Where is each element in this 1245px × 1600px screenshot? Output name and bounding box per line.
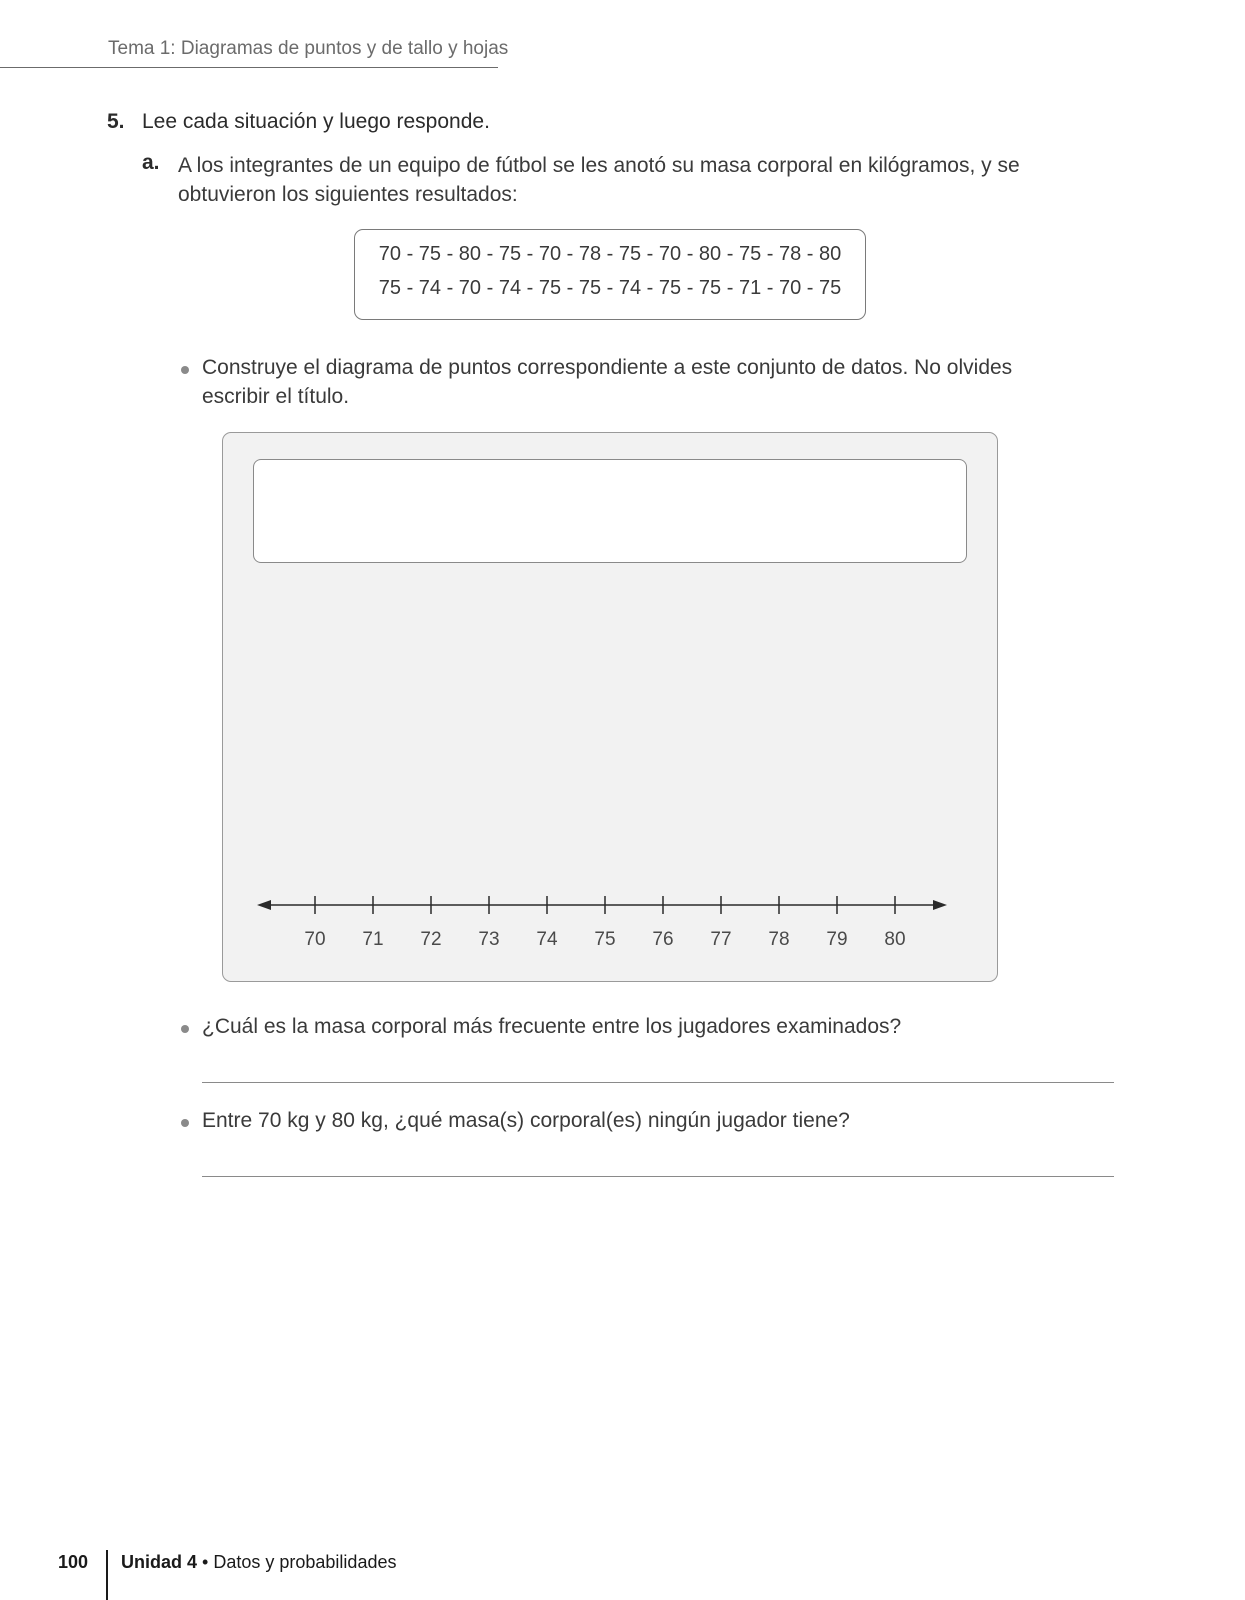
tick-label-79: 79: [826, 929, 848, 950]
tick-label-70: 70: [304, 929, 326, 950]
tick-label-73: 73: [478, 929, 500, 950]
page-number: 100: [58, 1552, 89, 1572]
tick-label-77: 77: [710, 929, 732, 950]
tick-label-76: 76: [652, 929, 674, 950]
axis-arrow-right-icon: [933, 900, 947, 910]
unit-separator: •: [202, 1552, 209, 1572]
tick-label-80: 80: [884, 929, 906, 950]
axis-arrow-left-icon: [257, 900, 271, 910]
bullet-instruction: [181, 366, 189, 374]
bullet-question-1: [181, 1025, 189, 1033]
question-prompt: Lee cada situación y luego responde.: [142, 110, 490, 133]
footer-unit: [121, 1552, 396, 1573]
footer-divider: [106, 1550, 108, 1600]
answer-line-2[interactable]: [202, 1176, 1114, 1177]
tick-label-72: 72: [420, 929, 442, 950]
tick-label-71: 71: [362, 929, 384, 950]
instruction-text: Construye el diagrama de puntos correspondiente a este conjunto de datos. No olvides escribir el título.: [202, 356, 1013, 408]
header-rule: [0, 67, 498, 68]
answer-line-1[interactable]: [202, 1082, 1114, 1083]
unit-label: Unidad 4: [121, 1552, 198, 1572]
number-line: [223, 433, 999, 983]
unit-title: Datos y probabilidades: [213, 1552, 397, 1572]
topic-header: Tema 1: Diagramas de puntos y de tallo y hojas: [108, 38, 509, 59]
question-2-text: Entre 70 kg y 80 kg, ¿qué masa(s) corporal(es) ningún jugador tiene?: [202, 1109, 850, 1132]
dot-plot-panel: [222, 432, 998, 982]
data-line-2: 75 - 74 - 70 - 74 - 75 - 75 - 74 - 75 - 75 - 71 - 70 - 75: [378, 277, 842, 299]
part-a-letter: a.: [142, 151, 160, 174]
data-set-box: [354, 229, 866, 320]
tick-label-78: 78: [768, 929, 790, 950]
part-a-text: A los integrantes de un equipo de fútbol se les anotó su masa corporal en kilógramos, y se obtuvieron los siguientes resultados:: [178, 154, 1020, 206]
bullet-question-2: [181, 1119, 189, 1127]
question-number: 5.: [107, 110, 125, 133]
data-line-1: 70 - 75 - 80 - 75 - 70 - 78 - 75 - 70 - 80 - 75 - 78 - 80: [378, 243, 842, 265]
tick-label-74: 74: [536, 929, 558, 950]
tick-label-75: 75: [594, 929, 616, 950]
question-1-text: ¿Cuál es la masa corporal más frecuente entre los jugadores examinados?: [202, 1015, 902, 1038]
